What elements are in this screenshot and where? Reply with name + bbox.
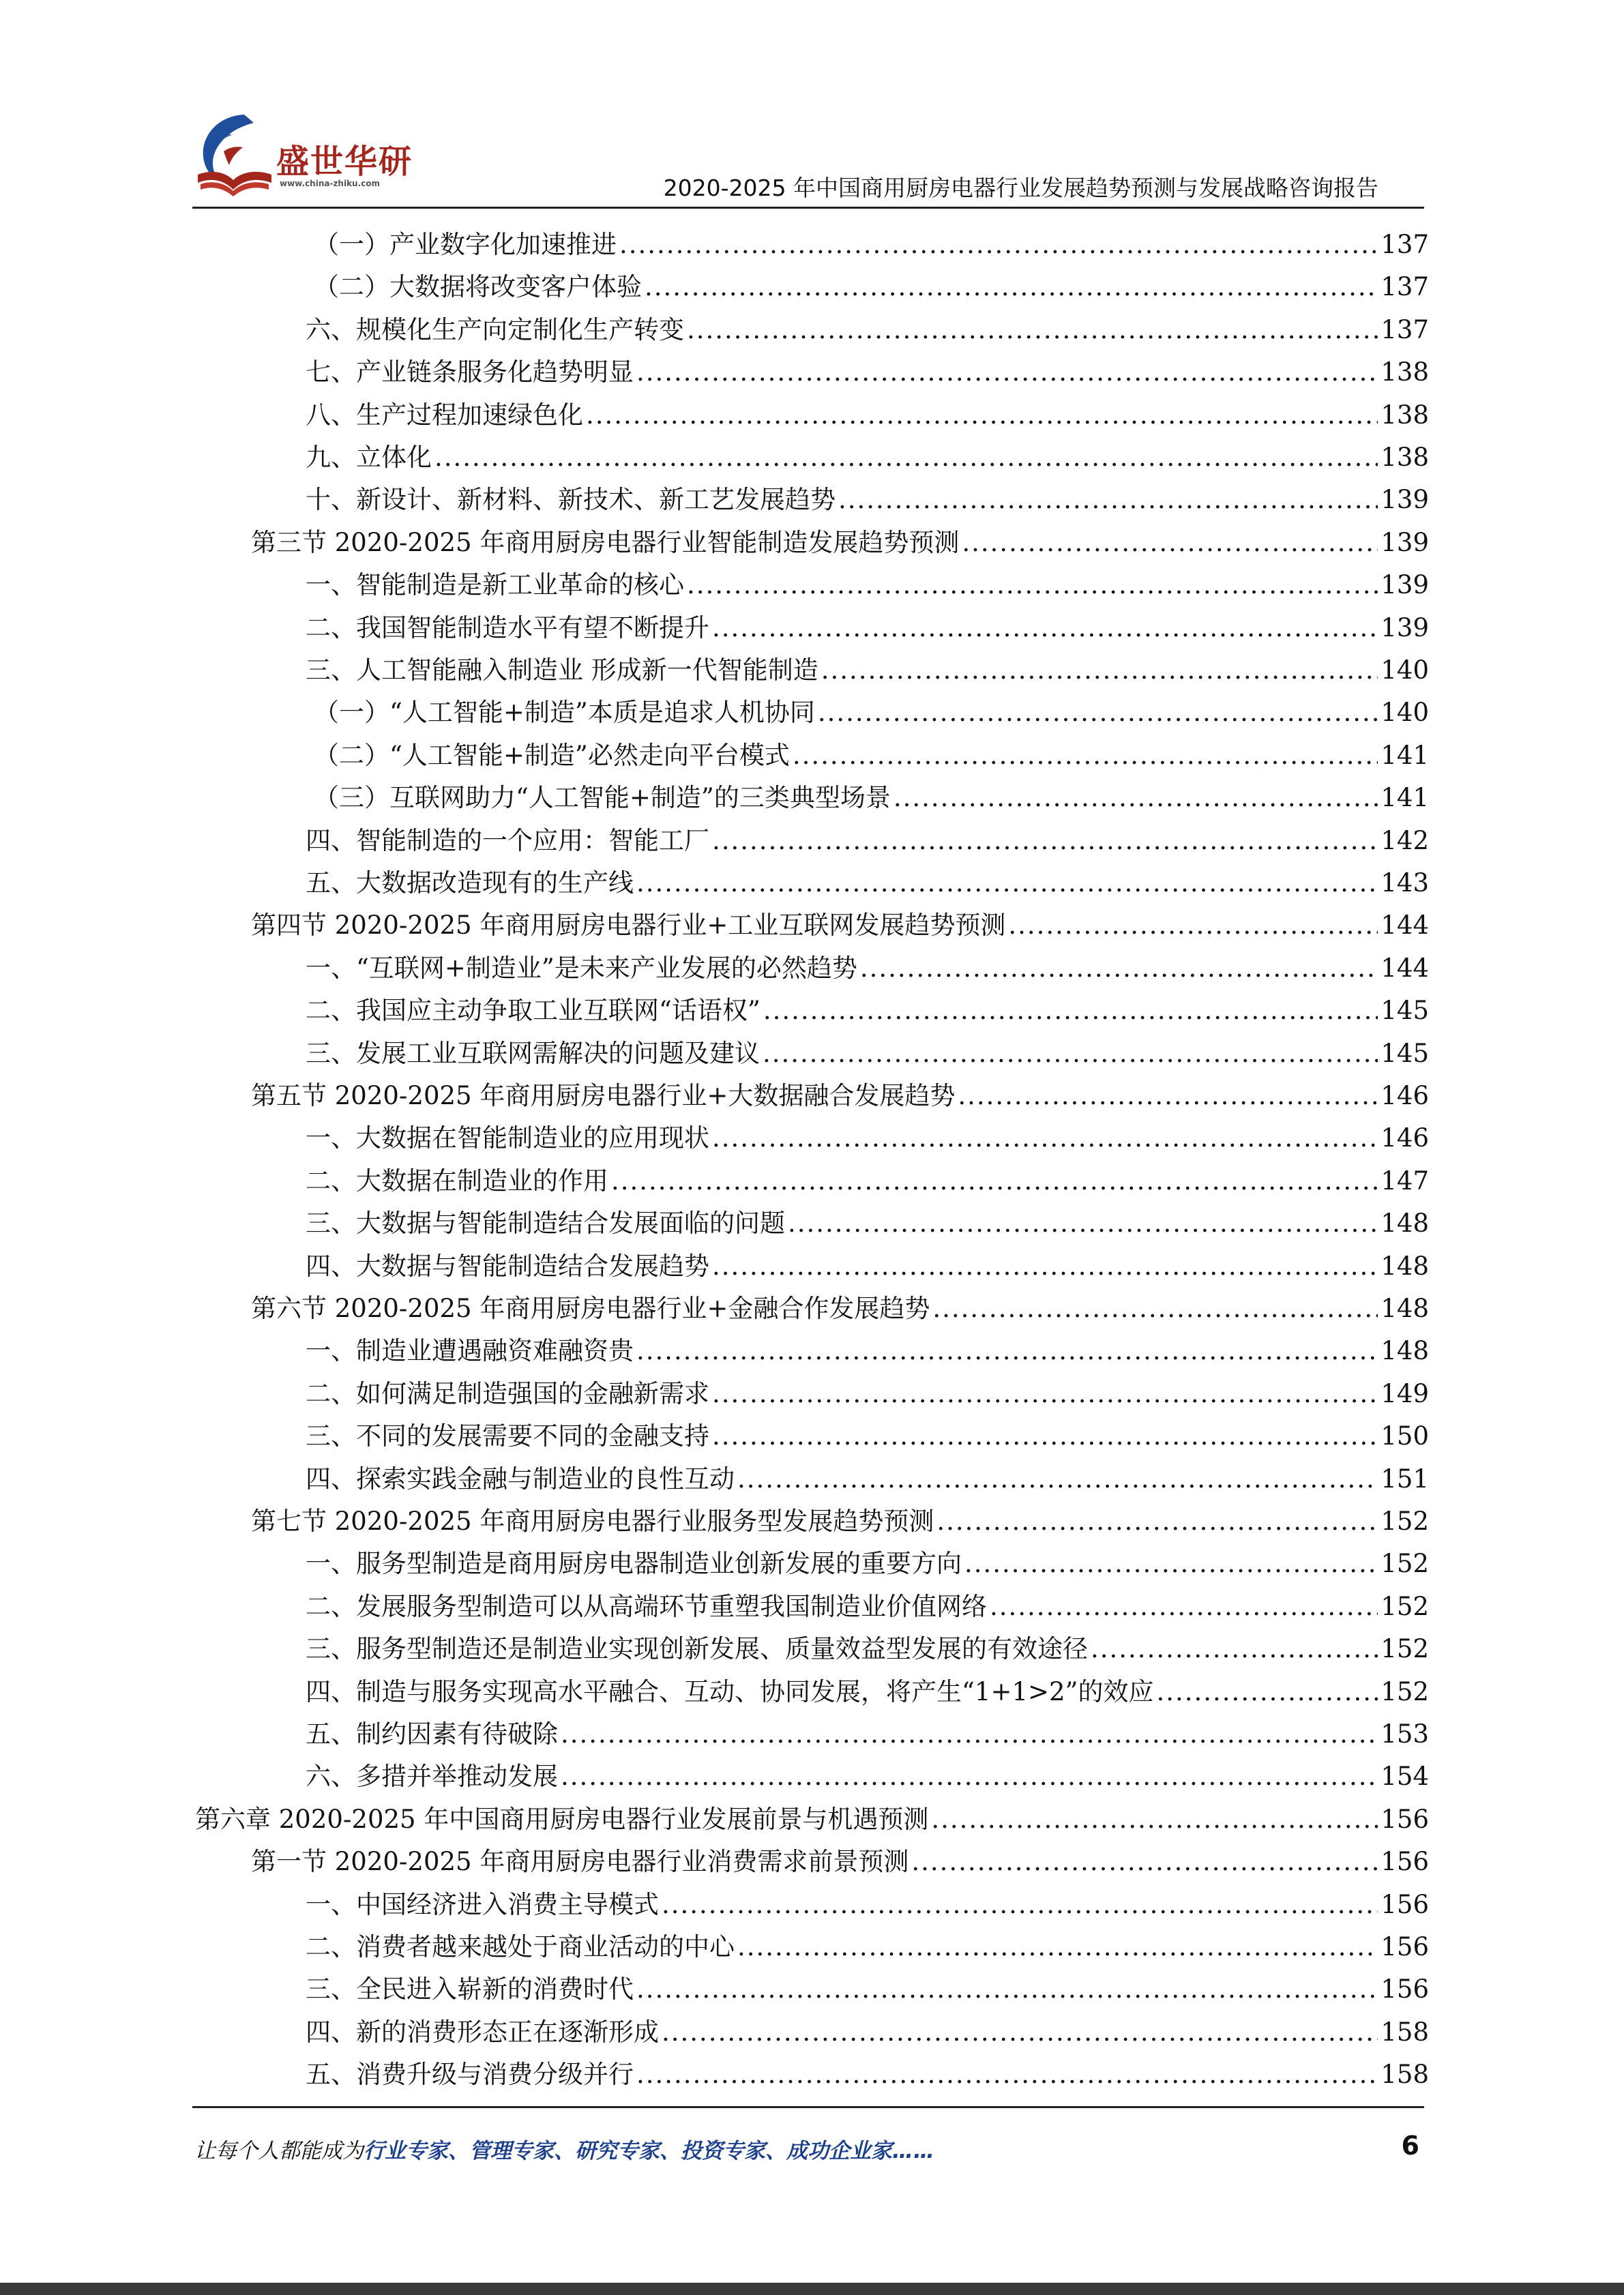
header-divider	[192, 207, 1424, 209]
toc-entry-title: （一）“人工智能+制造”本质是追求人机协同	[314, 698, 815, 728]
toc-entry-title: 第一节 2020-2025 年商用厨房电器行业消费需求前景预测	[251, 1847, 909, 1877]
toc-entry-title: 一、智能制造是新工业革命的核心	[306, 570, 684, 600]
toc-entry[interactable]	[306, 1709, 1429, 1751]
logo-book-icon	[191, 109, 273, 198]
toc-entry[interactable]	[314, 687, 1429, 730]
slogan-prefix: 让每个人都能成为	[194, 2139, 364, 2163]
toc-entry-page: 152	[1381, 1549, 1429, 1579]
logo	[191, 109, 437, 198]
toc-leader-dots	[990, 1590, 1378, 1624]
toc-entry[interactable]	[306, 305, 1429, 347]
footer-slogan	[194, 2133, 934, 2164]
toc-entry-title: 四、探索实践金融与制造业的良性互动	[306, 1464, 735, 1494]
toc-entry-page: 152	[1381, 1507, 1429, 1536]
toc-leader-dots	[662, 1888, 1378, 1922]
toc-entry[interactable]	[306, 986, 1429, 1028]
toc-leader-dots	[860, 951, 1378, 986]
toc-entry-title: 第六节 2020-2025 年商用厨房电器行业+金融合作发展趋势	[251, 1294, 930, 1323]
toc-entry-title: （二）“人工智能+制造”必然走向平台模式	[314, 740, 790, 770]
toc-leader-dots	[964, 1547, 1378, 1581]
toc-entry-page: 143	[1381, 868, 1429, 898]
toc-entry-page: 146	[1381, 1081, 1429, 1110]
toc-entry-title: 一、大数据在智能制造业的应用现状	[306, 1123, 709, 1153]
toc-entry[interactable]	[251, 1284, 1429, 1326]
toc-entry-page: 156	[1381, 1932, 1429, 1961]
toc-leader-dots	[712, 611, 1378, 645]
toc-entry-title: （三）互联网助力“人工智能+制造”的三类典型场景	[314, 783, 891, 813]
toc-entry[interactable]	[306, 1922, 1429, 1964]
toc-entry-page: 141	[1381, 783, 1429, 813]
toc-leader-dots	[434, 441, 1378, 475]
toc-entry-page: 140	[1381, 655, 1429, 685]
toc-entry-page: 152	[1381, 1676, 1429, 1706]
toc-entry-title: 一、中国经济进入消费主导模式	[306, 1889, 659, 1919]
toc-entry[interactable]	[306, 390, 1429, 432]
toc-entry-title: 二、消费者越来越处于商业活动的中心	[306, 1932, 735, 1961]
toc-entry[interactable]	[306, 1241, 1429, 1284]
toc-entry[interactable]	[306, 1880, 1429, 1922]
toc-entry[interactable]	[306, 432, 1429, 475]
toc-leader-dots	[636, 1972, 1378, 2007]
toc-entry-title: 六、规模化生产向定制化生产转变	[306, 314, 684, 344]
toc-entry-title: （一）产业数字化加速推进	[314, 230, 617, 259]
toc-entry-page: 146	[1381, 1123, 1429, 1153]
toc-entry-page: 142	[1381, 825, 1429, 855]
toc-leader-dots	[687, 568, 1378, 602]
toc-entry-title: 五、大数据改造现有的生产线	[306, 868, 634, 898]
toc-entry-page: 139	[1381, 612, 1429, 642]
toc-leader-dots	[636, 866, 1378, 900]
toc-entry[interactable]	[306, 1539, 1429, 1581]
toc-entry[interactable]	[306, 1369, 1429, 1411]
toc-entry-title: 九、立体化	[306, 443, 432, 472]
toc-entry-title: 三、人工智能融入制造业 形成新一代智能制造	[306, 655, 818, 685]
toc-entry-page: 138	[1381, 400, 1429, 430]
toc-entry[interactable]	[306, 858, 1429, 900]
toc-entry[interactable]	[251, 1071, 1429, 1113]
toc-leader-dots	[1091, 1632, 1378, 1666]
toc-leader-dots	[561, 1760, 1378, 1794]
toc-entry-page: 138	[1381, 357, 1429, 387]
toc-leader-dots	[611, 1164, 1378, 1198]
toc-entry-page: 145	[1381, 1038, 1429, 1068]
toc-entry-title: 三、不同的发展需要不同的金融支持	[306, 1421, 709, 1451]
toc-entry-title: 七、产业链条服务化趋势明显	[306, 357, 634, 387]
bottom-band	[0, 2283, 1624, 2295]
toc-entry-title: 三、发展工业互联网需解决的问题及建议	[306, 1038, 760, 1068]
toc-entry-title: 二、我国智能制造水平有望不断提升	[306, 612, 709, 642]
toc-entry-title: 四、大数据与智能制造结合发展趋势	[306, 1251, 709, 1281]
toc-entry-title: 二、如何满足制造强国的金融新需求	[306, 1378, 709, 1408]
toc-entry-page: 140	[1381, 698, 1429, 728]
toc-leader-dots	[763, 1037, 1378, 1071]
toc-entry[interactable]	[251, 518, 1429, 560]
logo-url: www.china-zhiku.com	[280, 179, 381, 188]
toc-entry-title: 十、新设计、新材料、新技术、新工艺发展趋势	[306, 485, 836, 515]
toc-entry[interactable]	[306, 1751, 1429, 1794]
toc-entry[interactable]	[314, 220, 1429, 262]
toc-entry[interactable]	[306, 1964, 1429, 2007]
toc-leader-dots	[958, 1079, 1378, 1113]
toc-entry[interactable]	[306, 1326, 1429, 1368]
toc-entry[interactable]	[251, 900, 1429, 943]
toc-entry-title: （二）大数据将改变客户体验	[314, 272, 642, 302]
toc-leader-dots	[1008, 908, 1378, 943]
slogan-emphasis: 行业专家、管理专家、研究专家、投资专家、成功企业家……	[364, 2139, 934, 2163]
toc-entry-title: 二、我国应主动争取工业互联网“话语权”	[306, 996, 761, 1026]
toc-entry-page: 156	[1381, 1847, 1429, 1877]
toc-leader-dots	[586, 398, 1378, 432]
toc-entry-page: 150	[1381, 1421, 1429, 1451]
toc-entry[interactable]	[306, 603, 1429, 645]
toc-entry-page: 156	[1381, 1974, 1429, 2004]
toc-leader-dots	[932, 1292, 1378, 1326]
toc-entry[interactable]	[306, 1582, 1429, 1624]
toc-leader-dots	[838, 483, 1378, 517]
toc-entry-page: 141	[1381, 740, 1429, 770]
toc-entry[interactable]	[251, 1496, 1429, 1539]
toc-entry-page: 144	[1381, 910, 1429, 941]
toc-entry-page: 156	[1381, 1889, 1429, 1919]
page-header	[0, 0, 1624, 205]
toc-entry[interactable]	[306, 1113, 1429, 1155]
toc-entry[interactable]	[306, 1454, 1429, 1496]
toc-entry[interactable]	[306, 1198, 1429, 1241]
toc-entry[interactable]	[306, 1667, 1429, 1709]
toc-entry-page: 147	[1381, 1166, 1429, 1196]
toc-entry[interactable]	[306, 2007, 1429, 2049]
toc-entry[interactable]	[306, 1156, 1429, 1198]
toc-entry-title: 五、消费升级与消费分级并行	[306, 2060, 634, 2090]
toc-leader-dots	[662, 2015, 1378, 2049]
toc-entry-title: 第六章 2020-2025 年中国商用厨房电器行业发展前景与机遇预测	[195, 1804, 929, 1834]
toc-entry[interactable]	[306, 645, 1429, 687]
toc-entry-page: 139	[1381, 527, 1429, 557]
toc-leader-dots	[636, 355, 1378, 389]
toc-entry-title: 四、制造与服务实现高水平融合、互动、协同发展，将产生“1+1>2”的效应	[306, 1676, 1154, 1706]
toc-entry-page: 156	[1381, 1804, 1429, 1834]
toc-entry[interactable]	[306, 347, 1429, 389]
toc-leader-dots	[911, 1845, 1378, 1879]
toc-entry[interactable]	[314, 262, 1429, 304]
toc-entry-title: 第三节 2020-2025 年商用厨房电器行业智能制造发展趋势预测	[251, 527, 960, 557]
toc-entry-page: 158	[1381, 2017, 1429, 2047]
toc-entry-page: 149	[1381, 1378, 1429, 1408]
toc-entry[interactable]	[251, 1837, 1429, 1879]
toc-entry-title: 二、发展服务型制造可以从高端环节重塑我国制造业价值网络	[306, 1591, 987, 1621]
toc-leader-dots	[737, 1462, 1378, 1496]
toc-entry-page: 144	[1381, 953, 1429, 983]
toc-leader-dots	[737, 1930, 1378, 1964]
toc-entry[interactable]	[306, 943, 1429, 986]
toc-entry[interactable]	[306, 816, 1429, 858]
toc-leader-dots	[687, 313, 1378, 347]
toc-entry-title: 第五节 2020-2025 年商用厨房电器行业+大数据融合发展趋势	[251, 1081, 956, 1110]
toc-leader-dots	[636, 1334, 1378, 1368]
toc-leader-dots	[645, 270, 1378, 304]
toc-leader-dots	[936, 1505, 1378, 1539]
toc-leader-dots	[1156, 1675, 1378, 1709]
toc-entry-title: 第七节 2020-2025 年商用厨房电器行业服务型发展趋势预测	[251, 1507, 934, 1536]
toc-entry[interactable]	[306, 1028, 1429, 1071]
toc-leader-dots	[763, 994, 1378, 1028]
toc-entry[interactable]	[306, 475, 1429, 517]
toc-entry-page: 137	[1381, 314, 1429, 344]
footer-divider	[192, 2106, 1424, 2108]
toc-leader-dots	[712, 1249, 1378, 1284]
toc-entry-page: 154	[1381, 1762, 1429, 1792]
toc-entry-title: 五、制约因素有待破除	[306, 1719, 558, 1749]
toc-entry-page: 151	[1381, 1464, 1429, 1494]
toc-entry[interactable]	[314, 773, 1429, 815]
toc-leader-dots	[821, 653, 1378, 687]
toc-leader-dots	[894, 781, 1378, 815]
toc-entry-title: 一、“互联网+制造业”是未来产业发展的必然趋势	[306, 953, 857, 983]
toc-leader-dots	[712, 1377, 1378, 1411]
toc-leader-dots	[793, 739, 1378, 773]
logo-text: 盛世华研	[276, 143, 413, 181]
toc-entry-page: 139	[1381, 485, 1429, 515]
toc-leader-dots	[931, 1803, 1378, 1837]
toc-entry-page: 153	[1381, 1719, 1429, 1749]
toc-entry-page: 145	[1381, 996, 1429, 1026]
toc-entry[interactable]	[306, 560, 1429, 602]
toc-entry[interactable]	[195, 1794, 1429, 1837]
toc-entry-title: 第四节 2020-2025 年商用厨房电器行业+工业互联网发展趋势预测	[251, 910, 1006, 941]
toc-entry[interactable]	[306, 1624, 1429, 1666]
toc-entry[interactable]	[306, 2049, 1429, 2092]
toc-entry-page: 148	[1381, 1336, 1429, 1366]
toc-entry-title: 四、智能制造的一个应用：智能工厂	[306, 825, 709, 855]
toc-leader-dots	[712, 1121, 1378, 1155]
toc-entry-title: 三、大数据与智能制造结合发展面临的问题	[306, 1209, 785, 1239]
toc-entry-page: 148	[1381, 1251, 1429, 1281]
toc-entry-page: 148	[1381, 1294, 1429, 1323]
toc-entry-page: 152	[1381, 1634, 1429, 1664]
toc-entry-title: 三、全民进入崭新的消费时代	[306, 1974, 634, 2004]
toc-leader-dots	[962, 526, 1378, 560]
toc-entry-title: 一、制造业遭遇融资难融资贵	[306, 1336, 634, 1366]
page-number: 6	[1401, 2131, 1419, 2161]
toc-entry-page: 139	[1381, 570, 1429, 600]
toc-leader-dots	[712, 824, 1378, 858]
toc-entry-title: 三、服务型制造还是制造业实现创新发展、质量效益型发展的有效途径	[306, 1634, 1088, 1664]
toc-entry-title: 一、服务型制造是商用厨房电器制造业创新发展的重要方向	[306, 1549, 962, 1579]
toc-leader-dots	[788, 1206, 1378, 1241]
toc-entry-page: 138	[1381, 443, 1429, 472]
toc-entry[interactable]	[306, 1411, 1429, 1453]
toc-leader-dots	[561, 1717, 1378, 1751]
toc-entry[interactable]	[314, 730, 1429, 773]
toc-entry-page: 137	[1381, 230, 1429, 259]
toc-leader-dots	[636, 2058, 1378, 2092]
toc-entry-page: 137	[1381, 272, 1429, 302]
toc-leader-dots	[712, 1419, 1378, 1453]
toc-entry-title: 二、大数据在制造业的作用	[306, 1166, 608, 1196]
toc-leader-dots	[619, 228, 1378, 262]
toc-entry-page: 158	[1381, 2060, 1429, 2090]
toc-entry-title: 六、多措并举推动发展	[306, 1762, 558, 1792]
toc-entry-title: 四、新的消费形态正在逐渐形成	[306, 2017, 659, 2047]
toc-leader-dots	[818, 696, 1378, 730]
report-title: 2020-2025 年中国商用厨房电器行业发展趋势预测与发展战略咨询报告	[663, 175, 1378, 201]
toc-entry-title: 八、生产过程加速绿色化	[306, 400, 583, 430]
toc-entry-page: 152	[1381, 1591, 1429, 1621]
toc-entry-page: 148	[1381, 1209, 1429, 1239]
